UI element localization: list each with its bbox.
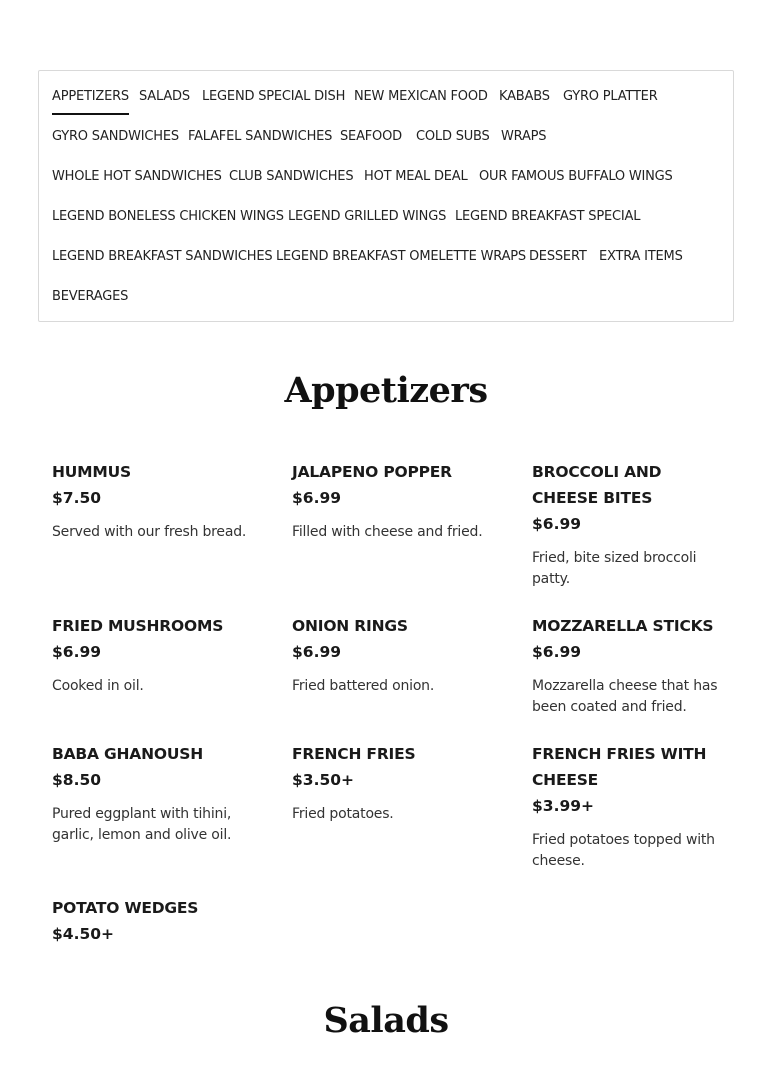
item-description: Fried battered onion. <box>292 678 435 694</box>
category-nav <box>38 70 734 322</box>
tab-legend-special-dish[interactable]: LEGEND SPECIAL DISH <box>202 89 346 104</box>
item-name: BROCCOLI AND CHEESE BITES <box>532 463 662 507</box>
tab-appetizers[interactable]: APPETIZERS <box>52 89 129 104</box>
tab-seafood[interactable]: SEAFOOD <box>340 129 402 144</box>
item-name: POTATO WEDGES <box>52 899 199 917</box>
menu-item <box>532 741 732 872</box>
tab-kababs[interactable]: KABABS <box>499 89 550 104</box>
item-price: $3.50+ <box>292 771 355 789</box>
tab-legend-breakfast-omelette-wraps[interactable]: LEGEND BREAKFAST OMELETTE WRAPS <box>276 249 526 264</box>
tab-our-famous-buffalo-wings[interactable]: OUR FAMOUS BUFFALO WINGS <box>479 169 673 184</box>
item-description: Fried, bite sized broccoli patty. <box>532 550 697 587</box>
item-name: HUMMUS <box>52 463 131 481</box>
tab-legend-grilled-wings[interactable]: LEGEND GRILLED WINGS <box>288 209 447 224</box>
tab-legend-breakfast-special[interactable]: LEGEND BREAKFAST SPECIAL <box>455 209 641 224</box>
menu-item <box>292 741 492 825</box>
item-name: JALAPENO POPPER <box>292 463 452 481</box>
menu-item <box>292 459 492 543</box>
item-description: Filled with cheese and fried. <box>292 524 483 540</box>
menu-item <box>52 613 252 697</box>
menu-item <box>532 613 732 718</box>
item-price: $6.99 <box>292 489 342 507</box>
tab-whole-hot-sandwiches[interactable]: WHOLE HOT SANDWICHES <box>52 169 222 184</box>
tab-gyro-platter[interactable]: GYRO PLATTER <box>563 89 658 104</box>
menu-item <box>52 741 252 846</box>
item-price: $6.99 <box>292 643 342 661</box>
item-price: $3.99+ <box>532 797 595 815</box>
menu-item <box>52 459 252 543</box>
tab-wraps[interactable]: WRAPS <box>501 129 547 144</box>
item-name: MOZZARELLA STICKS <box>532 617 714 635</box>
menu-item <box>532 459 732 590</box>
tab-new-mexican-food[interactable]: NEW MEXICAN FOOD <box>354 89 488 104</box>
item-price: $4.50+ <box>52 925 115 943</box>
tab-falafel-sandwiches[interactable]: FALAFEL SANDWICHES <box>188 129 333 144</box>
tab-cold-subs[interactable]: COLD SUBS <box>416 129 490 144</box>
item-description: Served with our fresh bread. <box>52 524 247 540</box>
item-name: FRIED MUSHROOMS <box>52 617 224 635</box>
section-title-salads: Salads <box>323 1000 449 1041</box>
item-name: FRENCH FRIES WITH CHEESE <box>532 745 707 789</box>
item-price: $8.50 <box>52 771 102 789</box>
item-name: BABA GHANOUSH <box>52 745 203 763</box>
item-description: Pured eggplant with tihini, garlic, lemon and olive oil. <box>52 806 232 843</box>
item-price: $6.99 <box>52 643 102 661</box>
tab-club-sandwiches[interactable]: CLUB SANDWICHES <box>229 169 354 184</box>
item-description: Fried potatoes topped with cheese. <box>532 832 715 869</box>
tab-salads[interactable]: SALADS <box>139 89 190 104</box>
item-name: ONION RINGS <box>292 617 408 635</box>
tab-hot-meal-deal[interactable]: HOT MEAL DEAL <box>364 169 468 184</box>
tab-extra-items[interactable]: EXTRA ITEMS <box>599 249 683 264</box>
item-description: Mozzarella cheese that has been coated and fried. <box>532 678 718 715</box>
tab-gyro-sandwiches[interactable]: GYRO SANDWICHES <box>52 129 179 144</box>
item-description: Fried potatoes. <box>292 806 394 822</box>
tab-legend-breakfast-sandwiches[interactable]: LEGEND BREAKFAST SANDWICHES <box>52 249 273 264</box>
item-name: FRENCH FRIES <box>292 745 416 763</box>
menu-item <box>52 895 252 947</box>
tab-beverages[interactable]: BEVERAGES <box>52 289 129 304</box>
item-description: Cooked in oil. <box>52 678 144 694</box>
item-price: $6.99 <box>532 643 582 661</box>
tab-legend-boneless-chicken-wings[interactable]: LEGEND BONELESS CHICKEN WINGS <box>52 209 284 224</box>
item-price: $6.99 <box>532 515 582 533</box>
section-title-appetizers: Appetizers <box>284 370 488 411</box>
menu-item <box>292 613 492 697</box>
item-price: $7.50 <box>52 489 102 507</box>
tab-dessert[interactable]: DESSERT <box>529 249 587 264</box>
